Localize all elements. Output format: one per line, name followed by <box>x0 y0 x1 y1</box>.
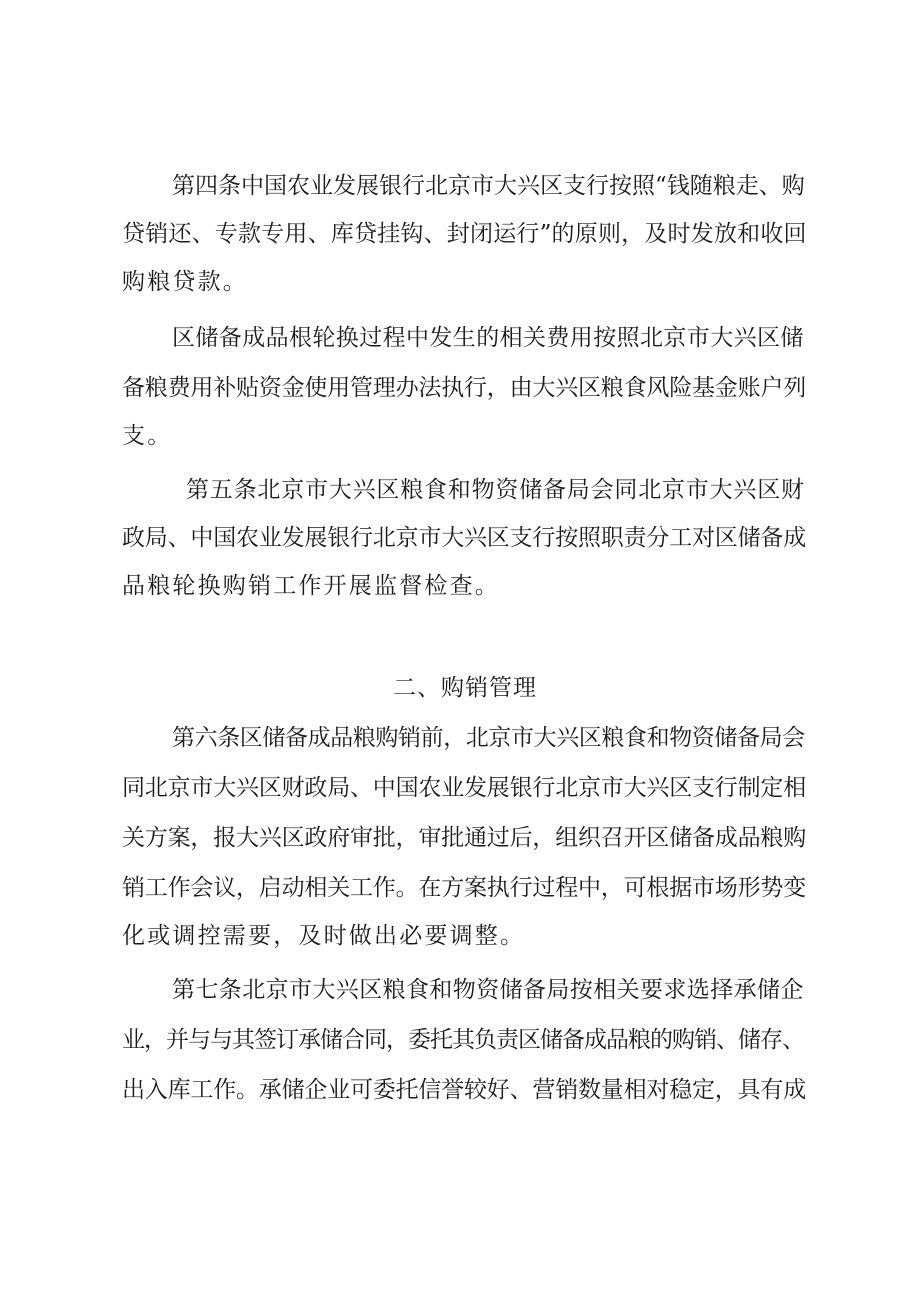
article4-line-3: 购粮贷款。 <box>122 269 248 295</box>
article4-line-1: 第四条中国农业发展银行北京市大兴区支行按照“钱随粮走、购 <box>172 173 805 199</box>
article5-line-2: 政局、中国农业发展银行北京市大兴区支行按照职责分工对区储备成 <box>122 525 807 551</box>
article6-line-2: 同北京市大兴区财政局、中国农业发展银行北京市大兴区支行制定相 <box>122 775 807 801</box>
article7-line-1: 第七条北京市大兴区粮食和物资储备局按相关要求选择承储企 <box>172 977 804 1003</box>
article5-line-3: 品粮轮换购销工作开展监督检查。 <box>122 573 500 599</box>
article4-p2-line-1: 区储备成品根轮换过程中发生的相关费用按照北京市大兴区储 <box>172 325 804 351</box>
article4-p2-line-2: 备粮费用补贴资金使用管理办法执行，由大兴区粮食风险基金账户列 <box>122 375 807 401</box>
article6-line-4: 销工作会议，启动相关工作。在方案执行过程中，可根据市场形势变 <box>122 875 807 901</box>
section-heading: 二、购销管理 <box>393 675 537 701</box>
article4-p2-line-3: 支。 <box>122 423 173 449</box>
article6-line-1: 第六条区储备成品粮购销前，北京市大兴区粮食和物资储备局会 <box>172 725 805 751</box>
article7-line-2: 业，并与与其签订承储合同，委托其负责区储备成品粮的购销、储存、 <box>122 1027 804 1053</box>
article6-line-3: 关方案，报大兴区政府审批，审批通过后，组织召开区储备成品粮购 <box>122 825 807 851</box>
article6-line-5: 化或调控需要，及时做出必要调整。 <box>122 923 526 949</box>
article5-line-1: 第五条北京市大兴区粮食和物资储备局会同北京市大兴区财 <box>186 477 805 503</box>
article7-line-3: 出入库工作。承储企业可委托信誉较好、营销数量相对稳定，具有成 <box>122 1077 807 1103</box>
article4-line-2: 贷销还、专款专用、库贷挂钩、封闭运行”的原则，及时发放和收回 <box>122 221 807 247</box>
